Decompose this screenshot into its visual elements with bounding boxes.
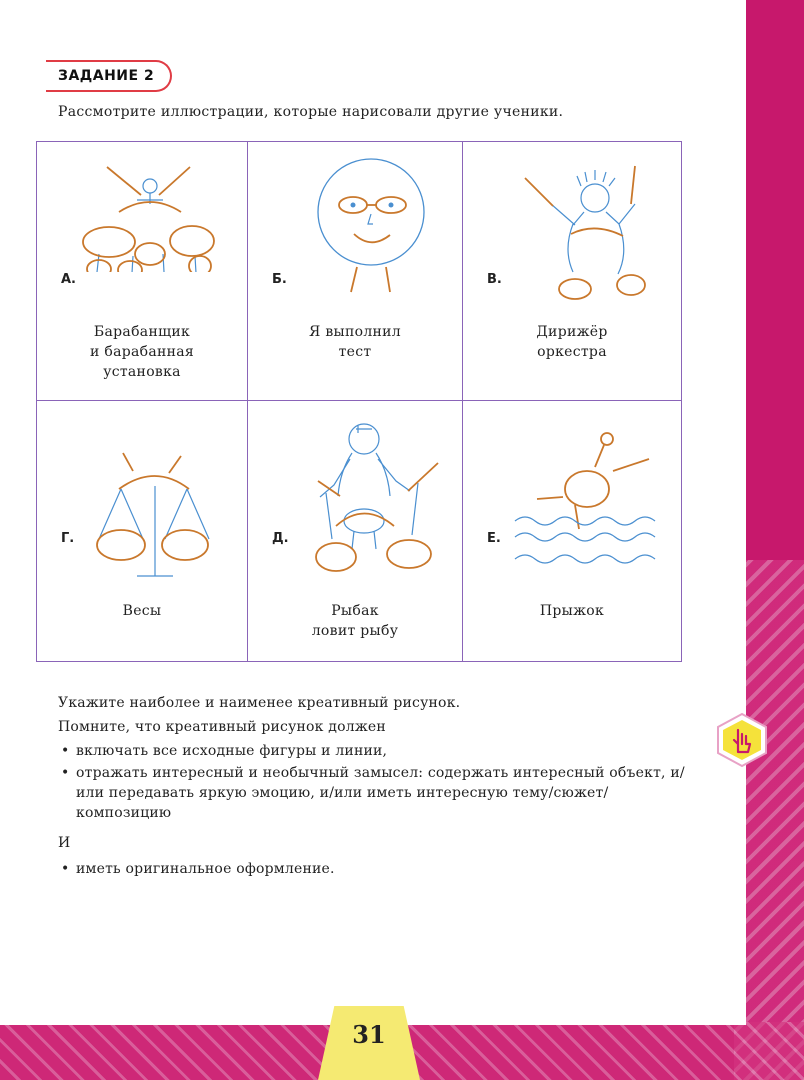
caption-g: Весы	[122, 603, 162, 619]
scales-drawing-icon	[37, 401, 248, 581]
bullet-item: • иметь оригинальное оформление.	[58, 859, 688, 879]
instruction-line-1: Укажите наиболее и наименее креативный рисунок.	[58, 695, 461, 711]
caption-v: Дирижёр оркестра	[536, 324, 608, 360]
illustration-cell-v	[463, 142, 681, 401]
caption-d: Рыбак ловит рыбу	[311, 603, 399, 639]
caption-e: Прыжок	[539, 603, 605, 619]
instruction-line-2: Помните, что креативный рисунок должен	[58, 719, 386, 735]
illustrations-grid	[36, 141, 682, 662]
page-number: 31	[352, 1020, 386, 1049]
drummer-drawing-icon	[37, 142, 248, 272]
bullet-item: • включать все исходные фигуры и линии,	[58, 741, 688, 761]
letter-b: Б.	[272, 272, 287, 287]
letter-g: Г.	[61, 531, 75, 546]
intro-text: Рассмотрите иллюстрации, которые нарисовали другие ученики.	[58, 104, 564, 120]
letter-v: В.	[487, 272, 502, 287]
letter-d: Д.	[272, 531, 289, 546]
bullet-item: • отражать интересный и необычный замысел: содержать интересный объект, и/или передавать яркую эмоцию, и/или иметь интересную тему/сюжет/композицию	[58, 763, 688, 823]
caption-a: Барабанщик и барабанная установка	[89, 324, 195, 380]
hand-pointer-icon	[714, 712, 770, 768]
conjunction: И	[58, 835, 71, 851]
diver-drawing-icon	[463, 401, 681, 581]
illustration-cell-a	[37, 142, 248, 401]
illustration-cell-d	[248, 401, 463, 661]
caption-b: Я выполнил тест	[309, 324, 401, 360]
letter-e: Е.	[487, 531, 501, 546]
instructions-block	[58, 693, 688, 881]
illustration-cell-e	[463, 401, 681, 661]
illustration-cell-g	[37, 401, 248, 661]
illustration-cell-b	[248, 142, 463, 401]
letter-a: А.	[61, 272, 76, 287]
task-label: ЗАДАНИЕ 2	[58, 68, 155, 84]
task-heading	[46, 60, 172, 92]
fisherman-drawing-icon	[248, 401, 463, 581]
